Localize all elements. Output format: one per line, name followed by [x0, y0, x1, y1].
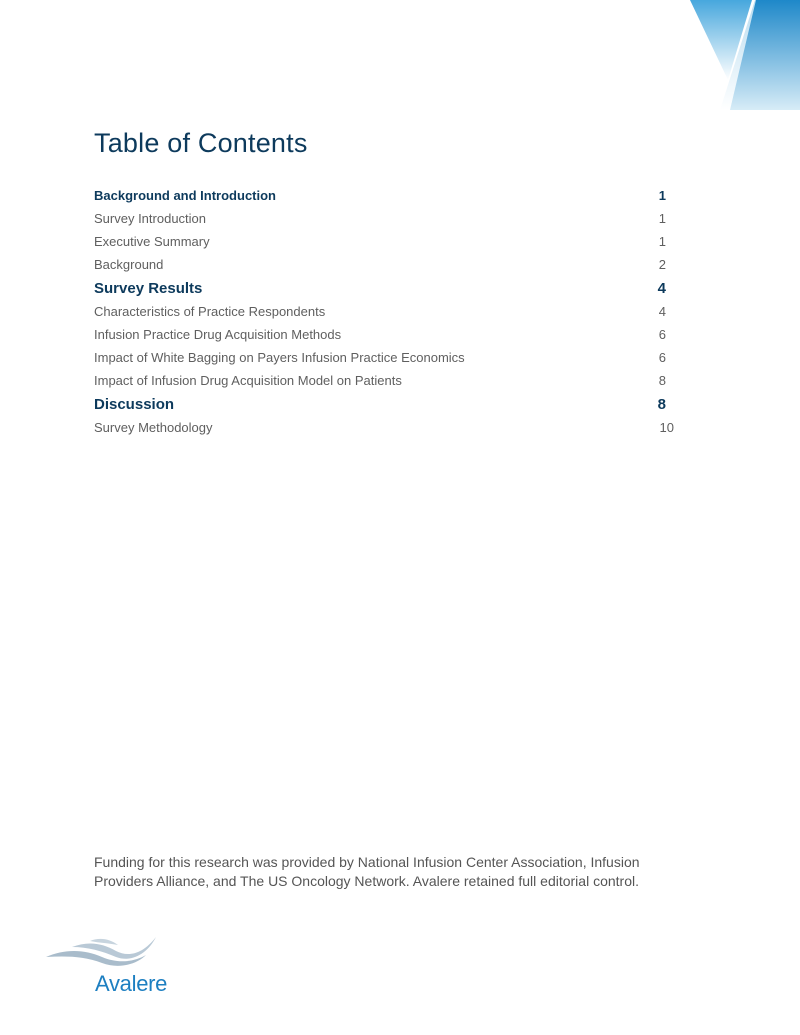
toc-entry[interactable]: [94, 188, 674, 211]
toc-entry-page: 4: [657, 280, 666, 297]
toc-entry-label: Background and Introduction: [94, 188, 276, 203]
toc-entry-page: 4: [658, 304, 666, 319]
toc-entry-page: 1: [658, 188, 666, 203]
toc-entry[interactable]: [94, 280, 674, 304]
toc-entry-label: Survey Introduction: [94, 211, 207, 226]
toc-entry-label: Survey Results: [94, 280, 203, 297]
toc-entry-page: 2: [658, 257, 666, 272]
toc-entry[interactable]: [94, 234, 674, 257]
toc-entry-label: Characteristics of Practice Respondents: [94, 304, 326, 319]
toc-entry-label: Executive Summary: [94, 234, 210, 249]
avalere-wave-icon: [44, 935, 160, 973]
toc-entry[interactable]: [94, 420, 674, 443]
corner-decoration-icon: [690, 0, 800, 110]
toc-entry[interactable]: [94, 304, 674, 327]
toc-entry[interactable]: [94, 257, 674, 280]
avalere-logo: [44, 935, 184, 997]
toc-entry-label: Impact of Infusion Drug Acquisition Model on Patients: [94, 373, 402, 388]
toc-entry[interactable]: [94, 327, 674, 350]
page-title: Table of Contents: [94, 128, 308, 158]
funding-statement: Funding for this research was provided by National Infusion Center Association, Infusion Providers Alliance, and The US Oncology Network. Avalere retained full editorial control.: [94, 854, 640, 889]
toc-entry-page: 10: [659, 420, 674, 435]
toc-entry[interactable]: [94, 373, 674, 396]
toc-entry[interactable]: [94, 350, 674, 373]
toc-entry-page: 8: [657, 396, 666, 413]
toc-entry-label: Infusion Practice Drug Acquisition Methods: [94, 327, 342, 342]
toc-entry-page: 8: [658, 373, 666, 388]
toc-entry-page: 1: [658, 234, 666, 249]
toc-entry-label: Discussion: [94, 396, 175, 413]
toc-entry[interactable]: [94, 396, 674, 420]
toc-entry-label: Background: [94, 257, 164, 272]
table-of-contents: [94, 188, 674, 443]
toc-entry-label: Impact of White Bagging on Payers Infusion Practice Economics: [94, 350, 465, 365]
toc-entry-page: 6: [658, 327, 666, 342]
toc-entry[interactable]: [94, 211, 674, 234]
toc-entry-label: Survey Methodology: [94, 420, 213, 435]
toc-entry-page: 1: [658, 211, 666, 226]
toc-entry-page: 6: [658, 350, 666, 365]
logo-wordmark: Avalere: [95, 971, 168, 996]
